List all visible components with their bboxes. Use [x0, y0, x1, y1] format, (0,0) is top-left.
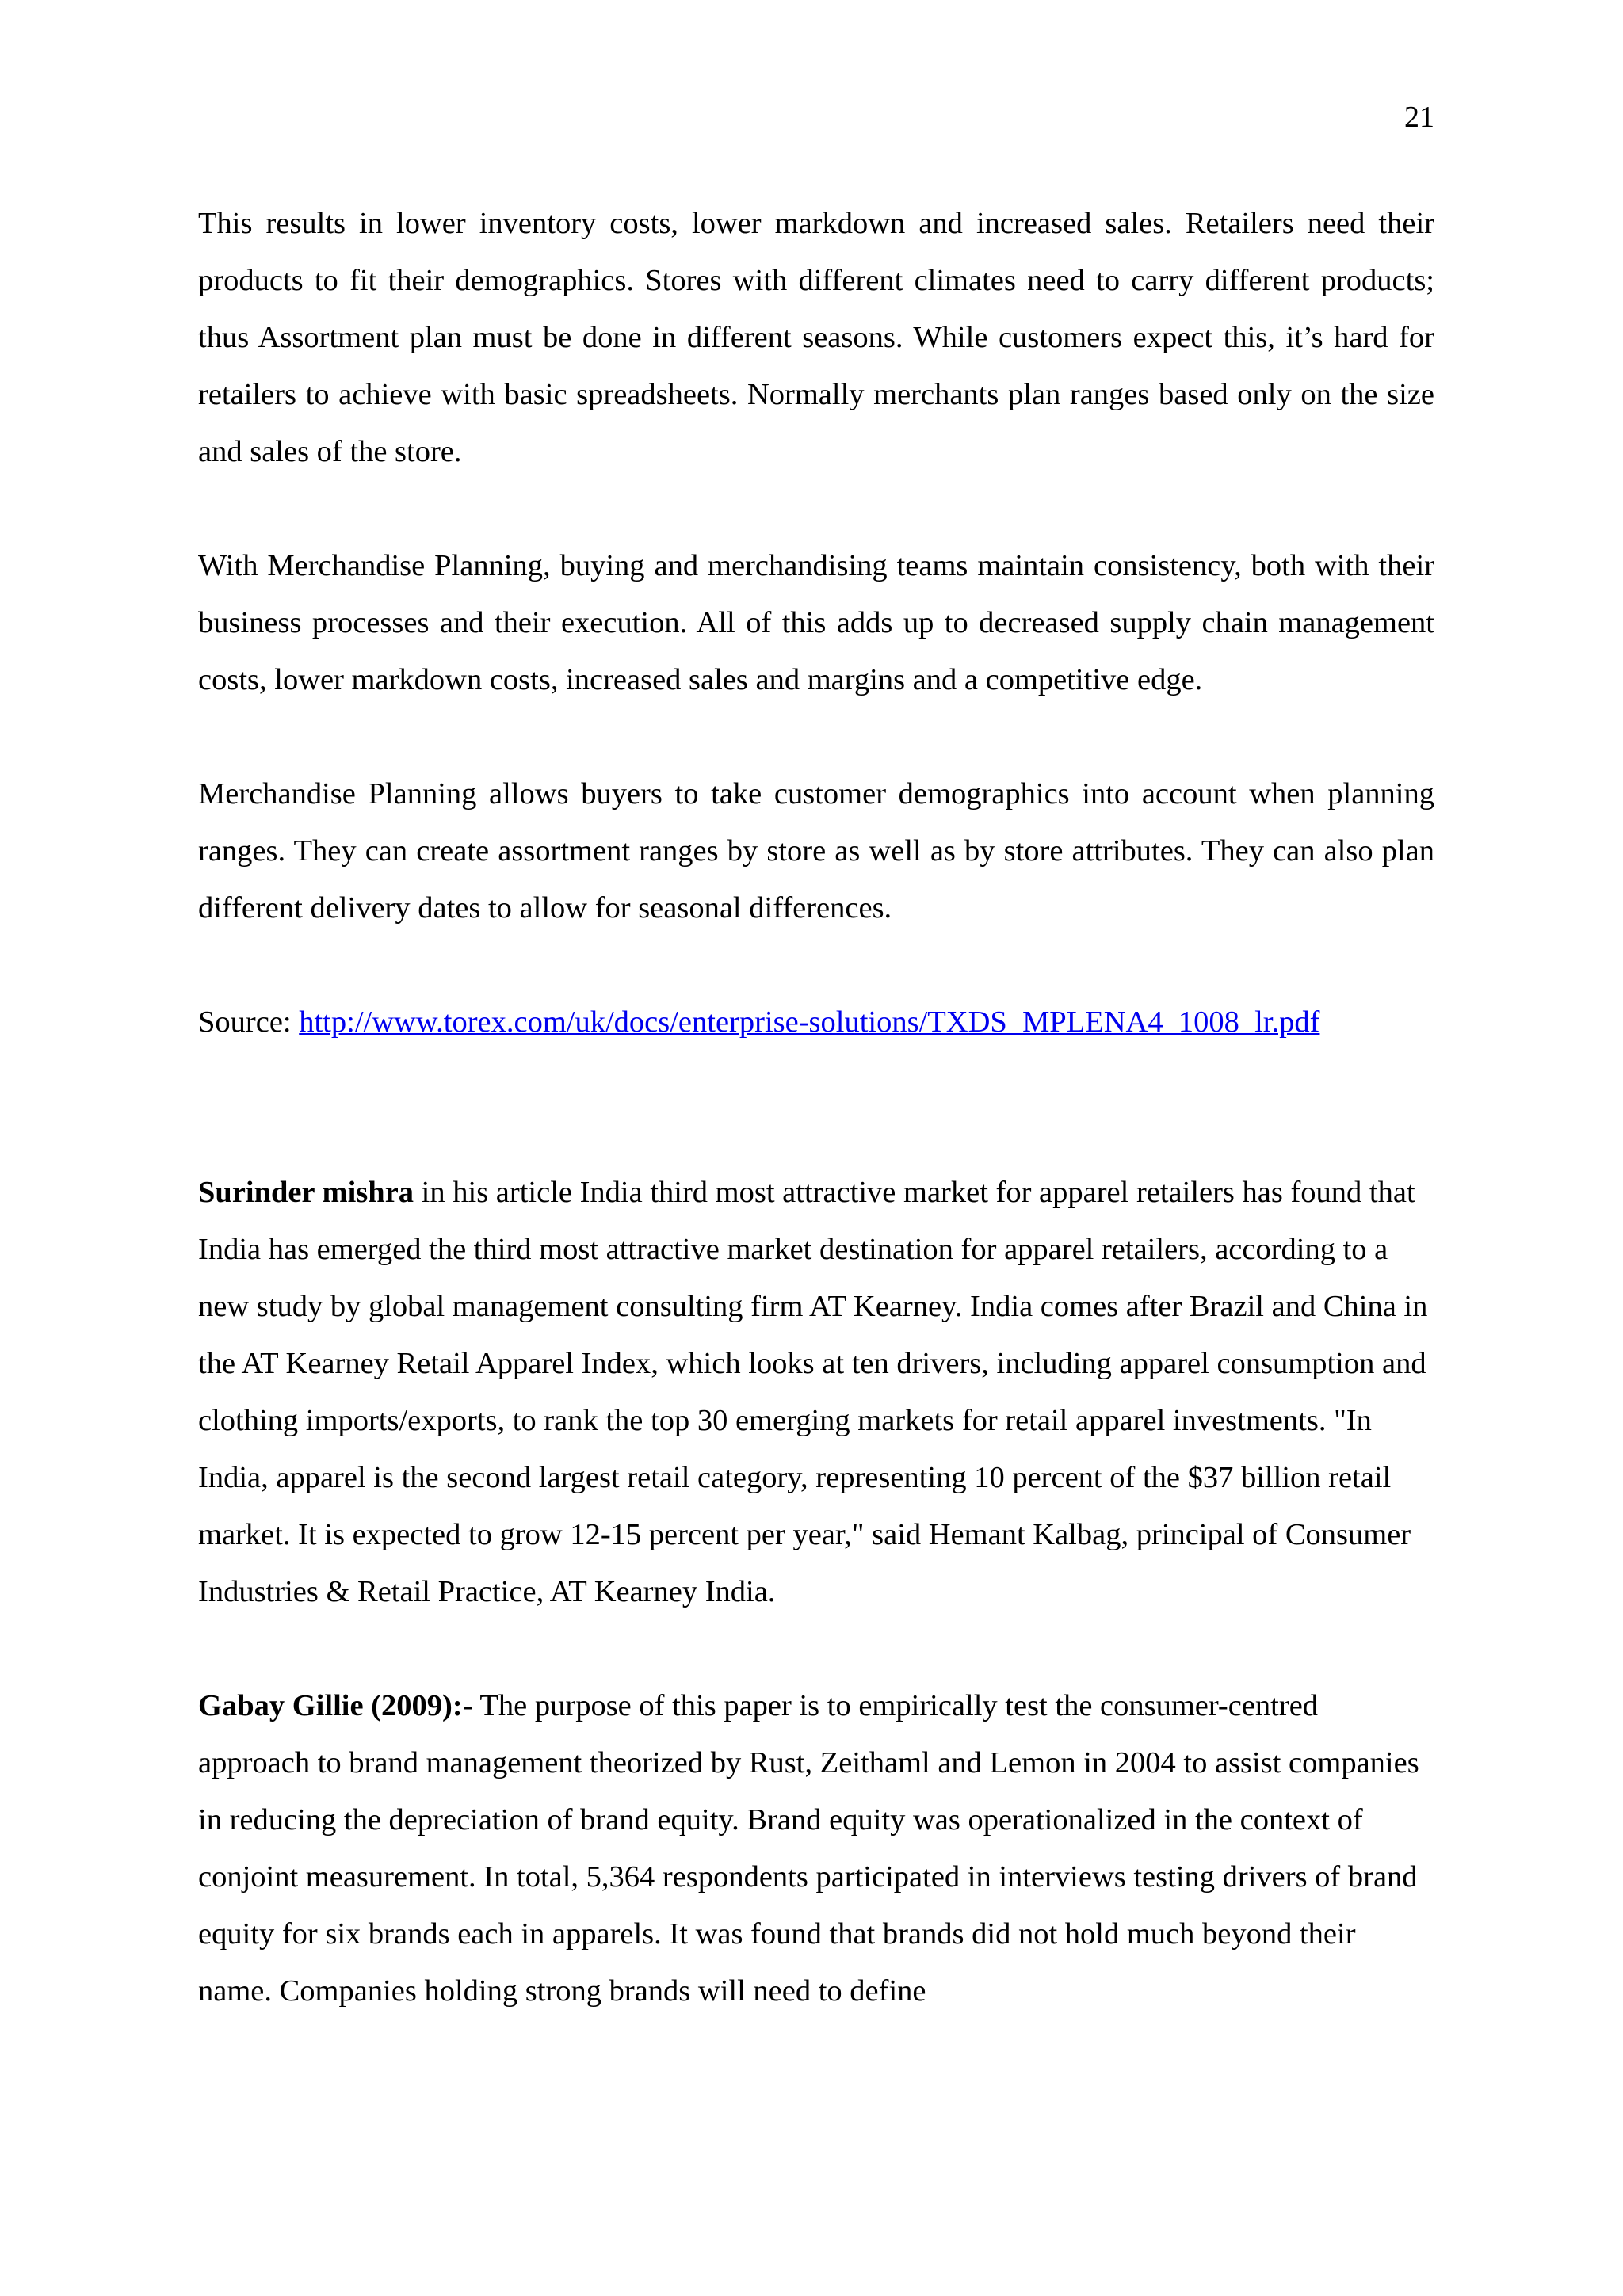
source-link[interactable]: http://www.torex.com/uk/docs/enterprise-solutions/TXDS_MPLENA4_1008_lr.pdf: [299, 1005, 1320, 1039]
review-gabay-gillie: [198, 1677, 1434, 2019]
review-author: Gabay Gillie (2009):-: [198, 1689, 473, 1722]
source-line: [198, 994, 1434, 1051]
review-surinder-mishra: [198, 1164, 1434, 1620]
paragraph-customer-demographics: Merchandise Planning allows buyers to take customer demographics into account when planning ranges. They can create assortment ranges by store as well as by store attributes. They can also plan different delivery dates to allow for seasonal differences.: [198, 777, 1434, 925]
review-author: Surinder mishra: [198, 1176, 414, 1209]
paragraph-assortment: This results in lower inventory costs, lower markdown and increased sales. Retailers need their products to fit their demographics. Stores with different climates need to carry different products; thus Assortment plan must be done in different seasons. While customers expect this, it’s hard for retailers to achieve with basic spreadsheets. Normally merchants plan ranges based only on the size and sales of the store.: [198, 207, 1434, 468]
review-text: The purpose of this paper is to empirically test the consumer-centred approach to brand management theorized by Rust, Zeithaml and Lemon in 2004 to assist companies in reducing the depreciation of brand equity. Brand equity was operationalized in the context of conjoint measurement. In total, 5,364 respondents participated in interviews testing drivers of brand equity for six brands each in apparels. It was found that brands did not hold much beyond their name. Companies holding strong brands will need to define: [198, 1689, 1419, 2008]
section-spacer: [198, 1108, 1434, 1164]
page-number: 21: [1404, 101, 1434, 134]
page-content: [198, 195, 1434, 2077]
source-label: Source:: [198, 1005, 300, 1039]
review-text: in his article India third most attractive market for apparel retailers has found that India has emerged the third most attractive market destination for apparel retailers, according to a new study by global management consulting firm AT Kearney. India comes after Brazil and China in the AT Kearney Retail Apparel Index, which looks at ten drivers, including apparel consumption and clothing imports/exports, to rank the top 30 emerging markets for retail apparel investments. "In India, apparel is the second largest retail category, representing 10 percent of the $37 billion retail market. It is expected to grow 12-15 percent per year," said Hemant Kalbag, principal of Consumer Industries & Retail Practice, AT Kearney India.: [198, 1176, 1428, 1608]
paragraph-merchandise-planning: With Merchandise Planning, buying and merchandising teams maintain consistency, both with their business processes and their execution. All of this adds up to decreased supply chain management costs, lower markdown costs, increased sales and margins and a competitive edge.: [198, 549, 1434, 696]
